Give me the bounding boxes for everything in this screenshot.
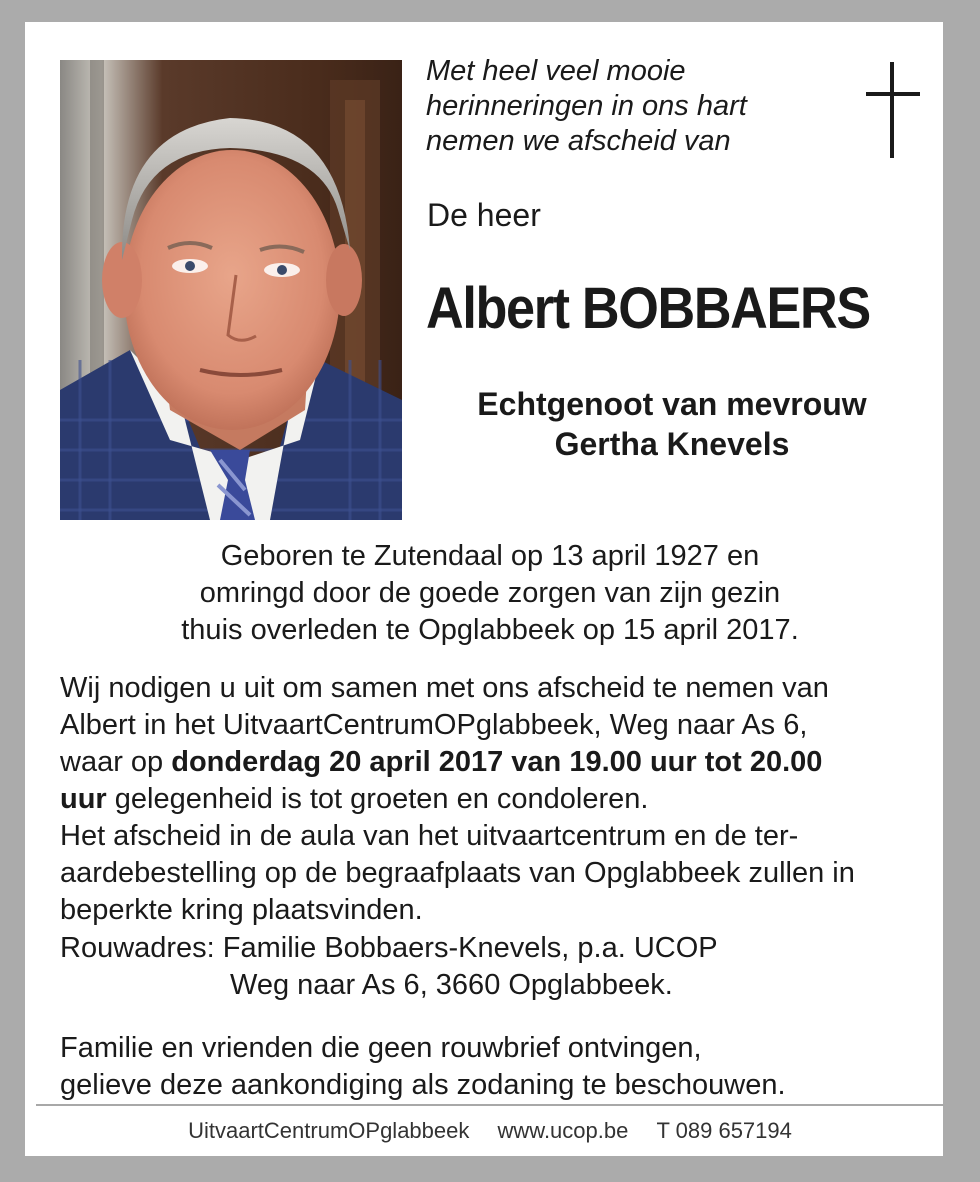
invite-line: Het afscheid in de aula van het uitvaartcentrum en de ter- [60, 820, 799, 852]
invite-text: gelegenheid is tot groeten en condoleren. [106, 783, 649, 815]
address-line: Rouwadres: Familie Bobbaers-Knevels, p.a. UCOP [60, 932, 718, 964]
footer-phone: T 089 657194 [656, 1118, 792, 1143]
honorific: De heer [427, 197, 541, 233]
portrait-photo [60, 60, 402, 520]
family-line: Familie en vrienden die geen rouwbrief ontvingen, [60, 1032, 702, 1064]
intro-line: herinneringen in ons hart [426, 90, 747, 122]
family-note [60, 1030, 920, 1104]
visitation-time: donderdag 20 april 2017 van 19.00 uur tot 20.00 [171, 746, 823, 778]
spouse-line: Echtgenoot van mevrouw [477, 386, 867, 422]
born-line: thuis overleden te Opglabbeek op 15 april 2017. [181, 614, 799, 646]
born-line: Geboren te Zutendaal op 13 april 1927 en [220, 540, 760, 572]
spouse-info [422, 384, 922, 464]
born-line: omringd door de goede zorgen van zijn gezin [199, 577, 781, 609]
invite-line: Albert in het UitvaartCentrumOPglabbeek, Weg naar As 6, [60, 709, 808, 741]
birth-death-info [60, 538, 920, 649]
footer-website[interactable]: www.ucop.be [497, 1118, 629, 1143]
invite-line: Wij nodigen u uit om samen met ons afscheid te nemen van [60, 672, 829, 704]
spouse-name: Gertha Knevels [554, 426, 790, 462]
invite-line [60, 744, 920, 781]
footer [36, 1116, 944, 1146]
invitation-text [60, 670, 920, 929]
footer-company: UitvaartCentrumOPglabbeek [188, 1118, 470, 1143]
footer-divider [36, 1104, 944, 1106]
invite-line: beperkte kring plaatsvinden. [60, 894, 423, 926]
mourning-address [60, 930, 920, 1004]
invite-line [60, 781, 920, 818]
intro-line: Met heel veel mooie [426, 55, 686, 87]
family-line: gelieve deze aankondiging als zodaning te beschouwen. [60, 1069, 786, 1101]
intro-text [426, 54, 747, 159]
intro-line: nemen we afscheid van [426, 125, 731, 157]
visitation-time-end: uur [60, 783, 107, 815]
address-line: Weg naar As 6, 3660 Opglabbeek. [230, 969, 673, 1001]
deceased-name: Albert BOBBAERS [426, 276, 870, 341]
invite-text: waar op [60, 746, 172, 778]
invite-line: aardebestelling op de begraafplaats van Opglabbeek zullen in [60, 857, 855, 889]
cross-icon [866, 62, 920, 158]
